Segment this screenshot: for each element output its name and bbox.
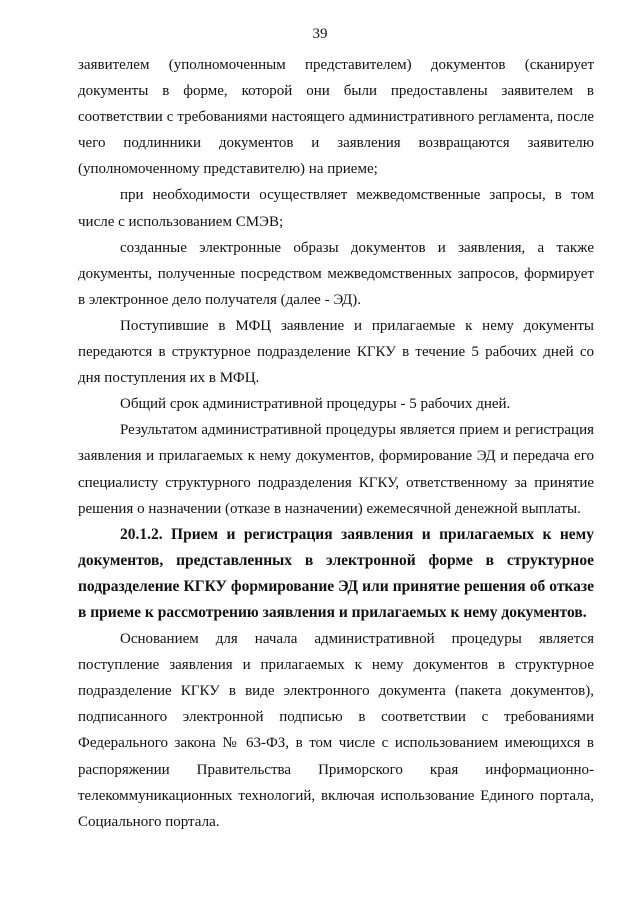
document-body (78, 52, 594, 835)
paragraph-continuation: заявителем (уполномоченным представителем) документов (сканирует документы в форме, которой они были предоставлены заявителем в соответствии с требованиями настоящего административного регламента, после чего подлинники документов и заявления возвращаются заявителю (уполномоченному представителю) на приеме; (78, 57, 594, 178)
paragraph-procedure-result: Результатом административной процедуры является прием и регистрация заявления и прилагаемых к нему документов, формирование ЭД и передача его специалисту структурного подразделения КГКУ, ответственному за принятие решения о назначении (отказе в назначении) ежемесячной денежной выплаты. (78, 422, 594, 517)
paragraph-procedure-basis: Основанием для начала административной процедуры является поступление заявления и прилагаемых к нему документов в структурное подразделение КГКУ в виде электронного документа (пакета документов), подписанного электронной подписью в соответствии с требованиями Федерального закона № 63-ФЗ, в том числе с использованием имеющихся в распоряжении Правительства Приморского края информационно-телекоммуникационных технологий, включая использование Единого портала, Социального портала. (78, 631, 594, 830)
section-heading-20-1-2: 20.1.2. Прием и регистрация заявления и прилагаемых к нему документов, представленных в электронной форме в структурное подразделение КГКУ формирование ЭД или принятие решения об отказе в приеме к рассмотрению заявления и прилагаемых к нему документов. (78, 525, 594, 621)
paragraph-electronic-images: созданные электронные образы документов и заявления, а также документы, полученные посредством межведомственных запросов, формирует в электронное дело получателя (далее - ЭД). (78, 239, 594, 308)
page-number: 39 (312, 26, 328, 42)
paragraph-interagency-requests: при необходимости осуществляет межведомственные запросы, в том числе с использованием СМЭВ; (78, 187, 594, 230)
paragraph-total-term: Общий срок административной процедуры - 5 рабочих дней. (120, 396, 511, 413)
paragraph-mfc-transfer: Поступившие в МФЦ заявление и прилагаемые к нему документы передаются в структурное подразделение КГКУ в течение 5 рабочих дней со дня поступления их в МФЦ. (78, 317, 594, 387)
